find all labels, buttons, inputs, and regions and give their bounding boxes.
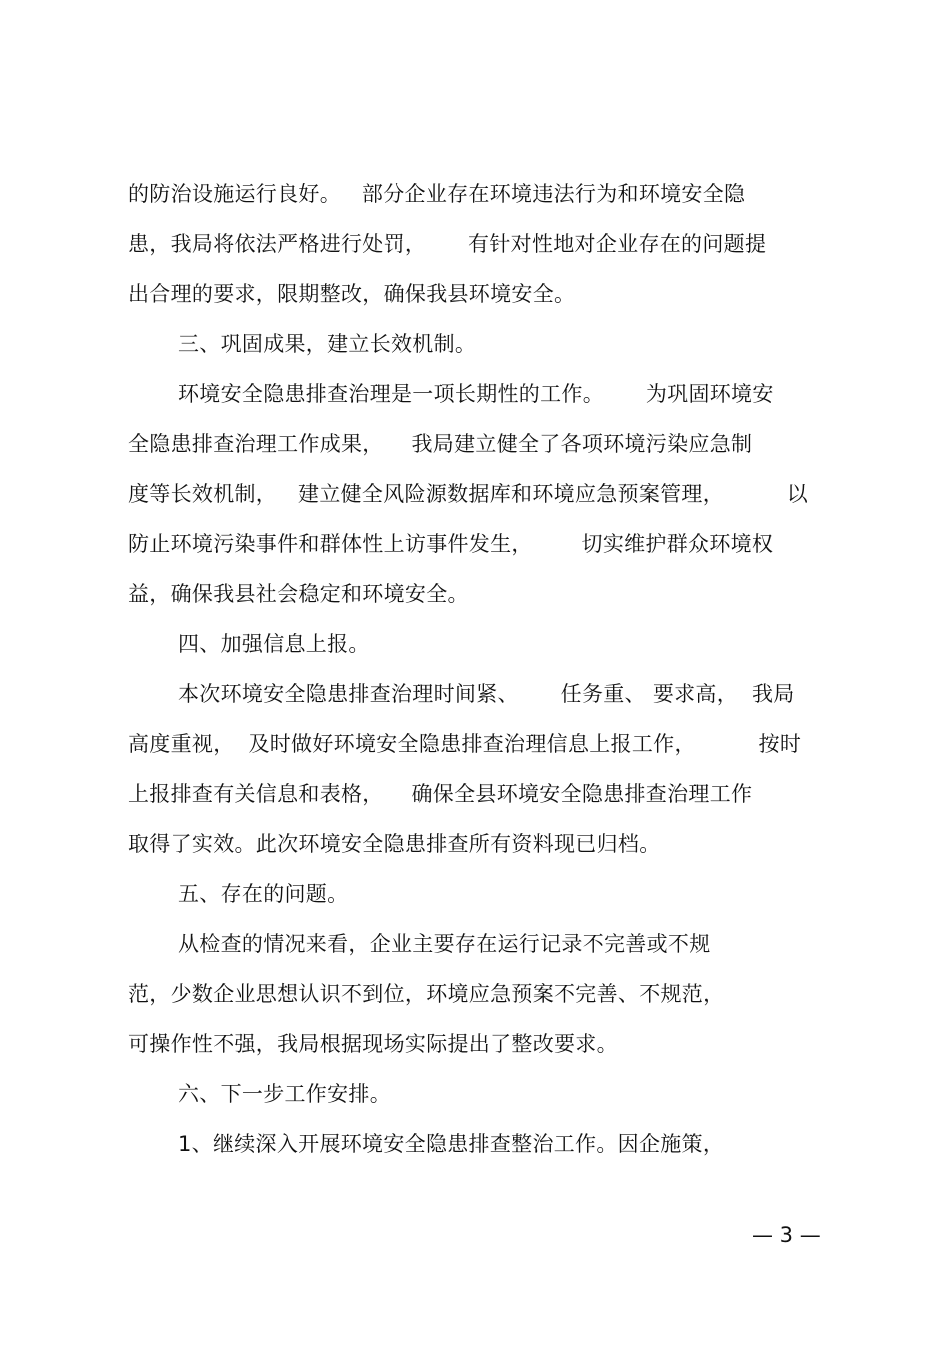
text-line: 患，我局将依法严格进行处罚， 有针对性地对企业存在的问题提	[128, 232, 767, 256]
text-line: 益，确保我县社会稳定和环境安全。	[128, 582, 469, 606]
text-line: 本次环境安全隐患排查治理时间紧、 任务重、 要求高， 我局	[178, 682, 795, 706]
text-line: 度等长效机制， 建立健全风险源数据库和环境应急预案管理， 以	[128, 482, 809, 506]
text-line: 范，少数企业思想认识不到位，环境应急预案不完善、不规范，	[128, 982, 725, 1006]
text-line: 上报排查有关信息和表格， 确保全县环境安全隐患排查治理工作	[128, 782, 753, 806]
text-line: 环境安全隐患排查治理是一项长期性的工作。 为巩固环境安	[178, 382, 774, 406]
text-line: 防止环境污染事件和群体性上访事件发生， 切实维护群众环境权	[128, 532, 774, 556]
text-line: 高度重视， 及时做好环境安全隐患排查治理信息上报工作， 按时	[128, 732, 802, 756]
page-number: — 3 —	[752, 1223, 821, 1247]
text-line: 全隐患排查治理工作成果， 我局建立健全了各项环境污染应急制	[128, 432, 753, 456]
text-line: 可操作性不强，我局根据现场实际提出了整改要求。	[128, 1032, 618, 1056]
text-line: 从检查的情况来看，企业主要存在运行记录不完善或不规	[178, 932, 711, 956]
text-line: 的防治设施运行良好。 部分企业存在环境违法行为和环境安全隐	[128, 182, 746, 206]
text-line: 出合理的要求，限期整改，确保我县环境安全。	[128, 282, 576, 306]
text-line: 取得了实效。此次环境安全隐患排查所有资料现已归档。	[128, 832, 661, 856]
section-heading: 六、下一步工作安排。	[178, 1082, 391, 1106]
section-heading: 五、存在的问题。	[178, 882, 349, 906]
section-heading: 三、巩固成果，建立长效机制。	[178, 332, 477, 356]
text-line: 1、继续深入开展环境安全隐患排查整治工作。因企施策，	[178, 1132, 725, 1156]
section-heading: 四、加强信息上报。	[178, 632, 370, 656]
